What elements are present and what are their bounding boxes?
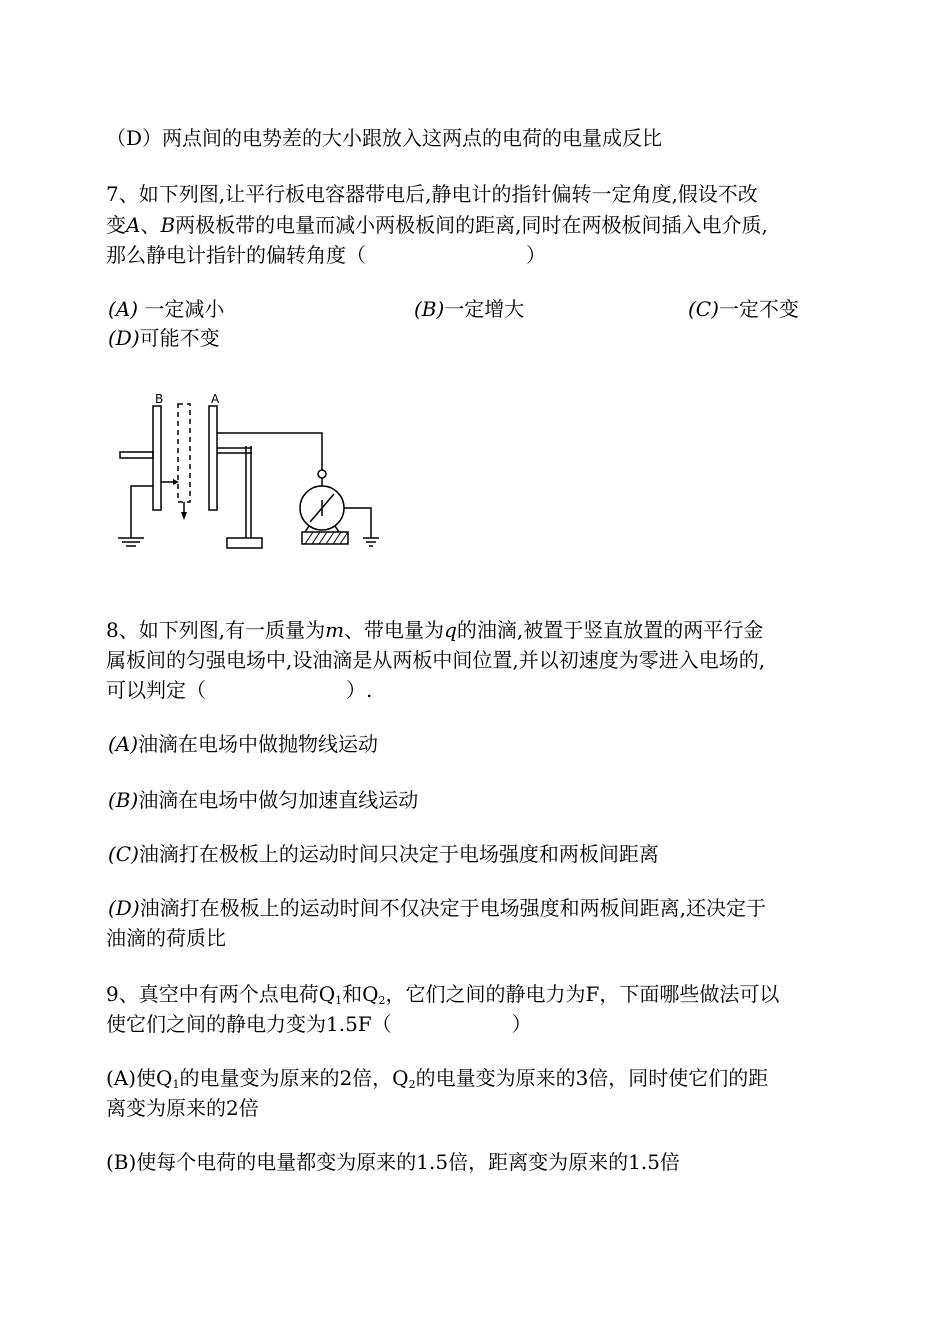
q7-option-b: (B)一定增大: [414, 297, 525, 321]
plate-b-ground-wire: [131, 486, 153, 538]
q7-option-c: (C)一定不变: [688, 297, 799, 321]
q7-line-3: 那么静电计指针的偏转角度（ ）: [106, 243, 546, 267]
label-a: A: [211, 392, 220, 406]
q9-option-a-line-2: 离变为原来的2倍: [106, 1096, 259, 1120]
electroscope-knob: [318, 470, 326, 478]
q9-option-b: (B)使每个电荷的电量都变为原来的1.5倍，距离变为原来的1.5倍: [106, 1150, 680, 1174]
q8-line-3: 可以判定（ ）.: [106, 678, 373, 702]
q8-option-d-line-2: 油滴的荷质比: [106, 926, 226, 950]
q8-option-a: (A)油滴在电场中做抛物线运动: [108, 732, 379, 756]
plate-a-stand-base: [227, 538, 262, 548]
dielectric-slab: [178, 404, 190, 502]
label-b: B: [155, 392, 164, 406]
prev-option-d: （D）两点间的电势差的大小跟放入这两点的电荷的电量成反比: [106, 126, 663, 150]
q8-option-d: (D)油滴打在极板上的运动时间不仅决定于电场强度和两板间距离,还决定于: [108, 896, 766, 920]
connecting-wire: [217, 433, 322, 470]
plate-a: [209, 406, 217, 510]
plate-b: [153, 406, 161, 510]
q9-line-2: 使它们之间的静电力变为1.5F（ ）: [106, 1012, 532, 1036]
q8-option-c: (C)油滴打在极板上的运动时间只决定于电场强度和两板间距离: [108, 842, 659, 866]
q9-option-a: (A)使$Q_1$的电量变为原来的2倍，$Q_2$的电量变为原来的3倍，同时使它们的距: [106, 1066, 769, 1091]
plate-b-rod: [120, 452, 153, 458]
capacitor-electroscope-diagram: [105, 390, 390, 555]
q8-option-b: (B)油滴在电场中做匀加速直线运动: [108, 788, 419, 812]
q8-line-1: 8、如下列图,有一质量为m、带电量为q的油滴,被置于竖直放置的两平行金: [106, 618, 764, 642]
q8-line-2: 属板间的匀强电场中,设油滴是从两板中间位置,并以初速度为零进入电场的,: [106, 648, 766, 672]
q7-option-a: (A) 一定减小: [108, 297, 225, 321]
q7-line-1: 7、如下列图,让平行板电容器带电后,静电计的指针偏转一定角度,假设不改: [106, 182, 758, 206]
q9-line-1: 9、真空中有两个点电荷$Q_1$和$Q_2$，它们之间的静电力为F，下面哪些做法可以: [106, 982, 780, 1007]
q7-option-d: (D)可能不变: [108, 326, 220, 350]
q7-line-2: 变A、B两极板带的电量而减小两极板间的距离,同时在两极板间插入电介质,: [106, 213, 768, 237]
